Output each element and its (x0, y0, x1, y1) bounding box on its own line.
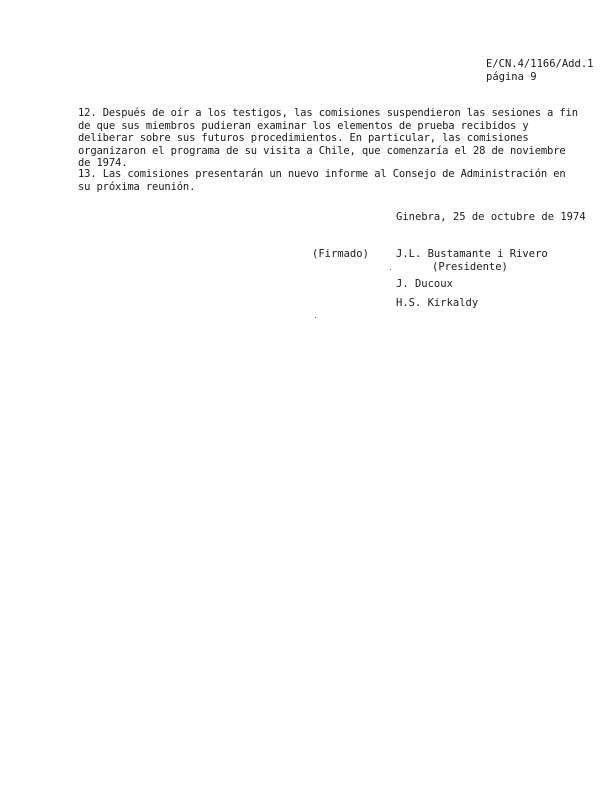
paragraph-number: 12. (78, 107, 97, 119)
scan-speck (390, 269, 391, 270)
paragraph-text: Las comisiones presentarán un nuevo informe al Consejo de Administración en su próxima reunión. (78, 168, 566, 193)
paragraph-text: Después de oír a los testigos, las comisiones suspendieron las sesiones a fin de que sus miembros pudieran examinar los elementos de prueba recibidos y deliberar sobre sus futuros procedimientos. En particular, las comisiones organizaron el programa de su visita a Chile, que comenzaría el 28 de noviembre de 1974. (78, 107, 578, 169)
document-symbol: E/CN.4/1166/Add.1 (486, 58, 594, 70)
place-date: Ginebra, 25 de octubre de 1974 (396, 211, 586, 223)
paragraph-number: 13. (78, 168, 97, 180)
signed-label: (Firmado) (312, 248, 369, 260)
document-header (486, 58, 593, 84)
page-number: página 9 (486, 71, 537, 83)
paragraph-13 (78, 168, 578, 193)
signatory-name: H.S. Kirkaldy (396, 297, 479, 309)
scan-speck (315, 317, 316, 318)
paragraph-12 (78, 107, 578, 170)
signatory-name: J.L. Bustamante i Rivero (396, 248, 548, 260)
signatory-name: J. Ducoux (396, 278, 453, 290)
signatory-role: (Presidente) (432, 261, 508, 273)
